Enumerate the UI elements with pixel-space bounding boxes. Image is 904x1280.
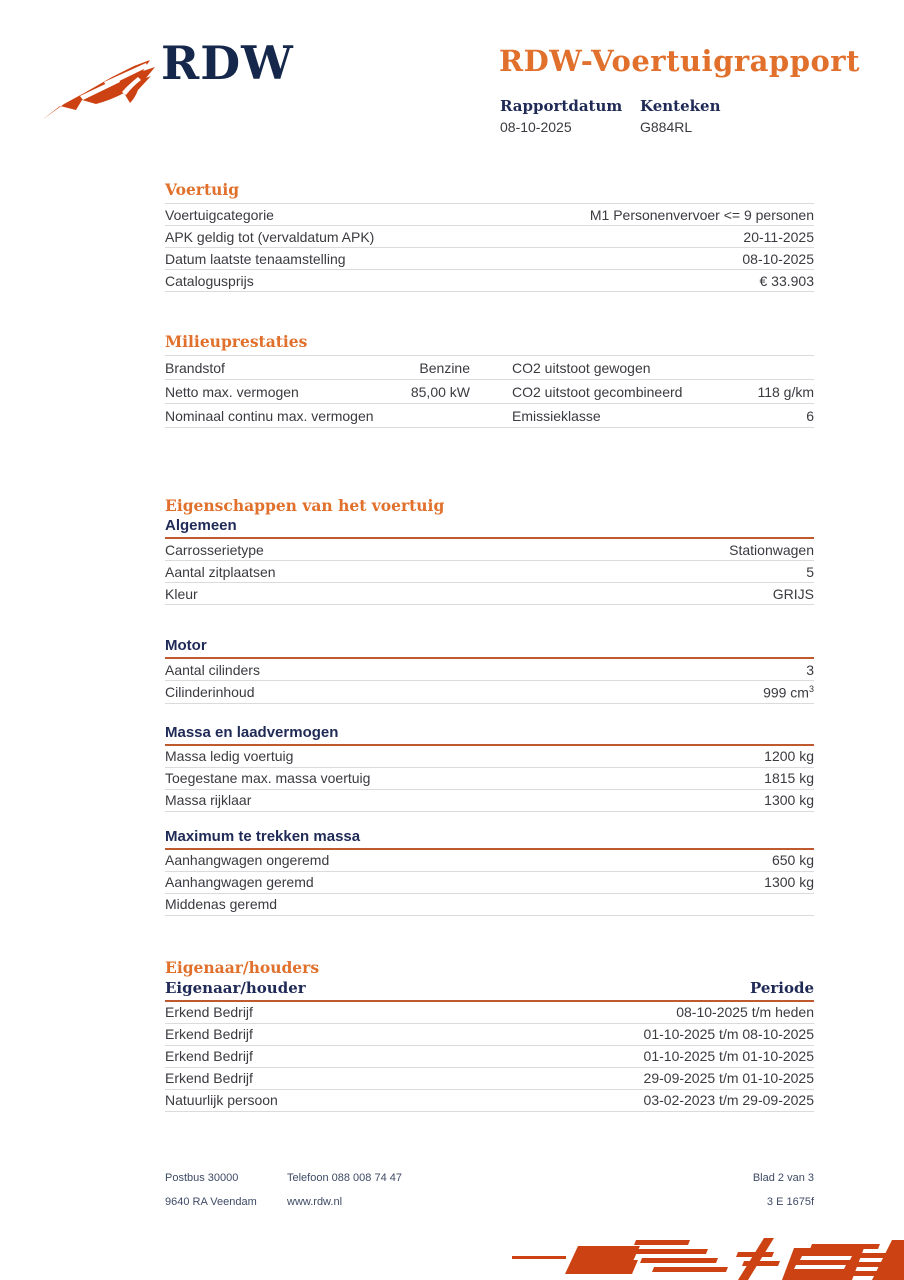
section-title-eigenaar-houders: Eigenaar/houders bbox=[165, 957, 320, 977]
row-label: Netto max. vermogen bbox=[165, 383, 299, 400]
table-row bbox=[165, 561, 814, 583]
owners-table-header bbox=[165, 979, 814, 1002]
page-title: RDW-Voertuigrapport bbox=[499, 44, 860, 78]
column-header-periode: Periode bbox=[749, 978, 814, 997]
table-row bbox=[165, 356, 814, 380]
row-value: 1300 kg bbox=[764, 874, 814, 891]
subsection-title-maximum-trekken: Maximum te trekken massa bbox=[165, 828, 814, 850]
kenteken-label: Kenteken bbox=[640, 97, 721, 115]
rdw-logo-swoosh-icon bbox=[34, 46, 168, 130]
footer-line-2 bbox=[165, 1196, 814, 1208]
table-row bbox=[165, 1002, 814, 1024]
row-label: Massa rijklaar bbox=[165, 792, 252, 809]
table-row bbox=[165, 1024, 814, 1046]
column-header-eigenaar: Eigenaar/houder bbox=[165, 978, 306, 997]
table-row bbox=[165, 583, 814, 605]
row-label: Emissieklasse bbox=[512, 407, 601, 424]
row-label: CO2 uitstoot gewogen bbox=[512, 359, 651, 376]
row-label: Aantal cilinders bbox=[165, 661, 260, 678]
table-row bbox=[165, 872, 814, 894]
row-value: 3 bbox=[806, 661, 814, 678]
table-row bbox=[165, 1090, 814, 1112]
section-eigenaar-houders bbox=[165, 958, 814, 1112]
footer-city: 9640 RA Veendam bbox=[165, 1196, 257, 1208]
row-label: Voertuigcategorie bbox=[165, 206, 274, 223]
table-row bbox=[165, 768, 814, 790]
subsection-title-massa: Massa en laadvermogen bbox=[165, 724, 814, 746]
row-label: Aantal zitplaatsen bbox=[165, 563, 276, 580]
row-value: 118 g/km bbox=[757, 383, 814, 400]
superscript: 3 bbox=[808, 683, 814, 694]
table-row bbox=[165, 746, 814, 768]
row-label: Cilinderinhoud bbox=[165, 684, 255, 701]
row-value: 5 bbox=[806, 563, 814, 580]
table-row bbox=[165, 539, 814, 561]
section-eigenschappen bbox=[165, 496, 814, 916]
row-label: Toegestane max. massa voertuig bbox=[165, 770, 371, 787]
kenteken-value: G884RL bbox=[640, 119, 693, 135]
subsection-title-motor: Motor bbox=[165, 637, 814, 659]
owner-period: 01-10-2025 t/m 01-10-2025 bbox=[643, 1048, 814, 1065]
table-row bbox=[165, 404, 814, 428]
rapportdatum-label: Rapportdatum bbox=[500, 97, 623, 115]
row-label: Brandstof bbox=[165, 359, 225, 376]
table-row bbox=[165, 248, 814, 270]
section-title-milieuprestaties: Milieuprestaties bbox=[165, 332, 814, 356]
table-row bbox=[165, 1046, 814, 1068]
table-row bbox=[165, 894, 814, 916]
row-value: 85,00 kW bbox=[410, 383, 470, 400]
rdw-logo-wordmark: RDW bbox=[161, 36, 294, 90]
row-value: 1200 kg bbox=[764, 748, 814, 765]
table-row bbox=[165, 380, 814, 404]
row-value: 20-11-2025 bbox=[743, 228, 814, 245]
owner-period: 01-10-2025 t/m 08-10-2025 bbox=[643, 1026, 814, 1043]
rapportdatum-value: 08-10-2025 bbox=[500, 119, 572, 135]
row-value: M1 Personenvervoer <= 9 personen bbox=[589, 206, 814, 223]
row-value: 999 $cm^3$ bbox=[763, 683, 814, 701]
subsection-title-algemeen: Algemeen bbox=[165, 517, 814, 539]
owner-period: 29-09-2025 t/m 01-10-2025 bbox=[643, 1070, 814, 1087]
footer-phone: Telefoon 088 008 74 47 bbox=[287, 1172, 402, 1184]
owner-name: Natuurlijk persoon bbox=[165, 1092, 278, 1109]
owner-period: 03-02-2023 t/m 29-09-2025 bbox=[643, 1092, 814, 1109]
owner-name: Erkend Bedrijf bbox=[165, 1004, 253, 1021]
footer-doc-code: 3 E 1675f bbox=[766, 1196, 814, 1208]
row-value: 08-10-2025 bbox=[742, 250, 814, 267]
row-label: Nominaal continu max. vermogen bbox=[165, 407, 374, 424]
row-label: Middenas geremd bbox=[165, 896, 278, 913]
row-label: CO2 uitstoot gecombineerd bbox=[512, 383, 683, 400]
footer-page-indicator: Blad 2 van 3 bbox=[752, 1172, 814, 1184]
section-voertuig bbox=[165, 180, 814, 292]
table-row bbox=[165, 681, 814, 704]
table-row bbox=[165, 850, 814, 872]
table-row bbox=[165, 204, 814, 226]
section-title-voertuig: Voertuig bbox=[165, 180, 814, 204]
table-row bbox=[165, 659, 814, 681]
footer-line-1 bbox=[165, 1172, 814, 1184]
report-body bbox=[165, 180, 814, 1112]
subsection-motor bbox=[165, 637, 814, 704]
row-label: Carrosserietype bbox=[165, 541, 264, 558]
row-value: Benzine bbox=[419, 359, 470, 376]
table-row bbox=[165, 270, 814, 292]
table-row bbox=[165, 226, 814, 248]
row-label: Datum laatste tenaamstelling bbox=[165, 250, 346, 267]
owner-name: Erkend Bedrijf bbox=[165, 1070, 253, 1087]
footer-postbus: Postbus 30000 bbox=[165, 1172, 239, 1184]
subsection-maximum-trekken bbox=[165, 828, 814, 916]
row-value: € 33.903 bbox=[759, 272, 814, 289]
owner-name: Erkend Bedrijf bbox=[165, 1048, 253, 1065]
row-value: 650 kg bbox=[771, 852, 814, 869]
subsection-algemeen bbox=[165, 517, 814, 605]
rdw-road-stripes-graphic bbox=[512, 1234, 904, 1280]
row-value: 1300 kg bbox=[764, 792, 814, 809]
row-label: Kleur bbox=[165, 585, 198, 602]
row-value: GRIJS bbox=[772, 585, 814, 602]
row-label: Massa ledig voertuig bbox=[165, 748, 294, 765]
owner-name: Erkend Bedrijf bbox=[165, 1026, 253, 1043]
row-value: 6 bbox=[806, 407, 814, 424]
section-title-eigenschappen: Eigenschappen van het voertuig bbox=[165, 496, 445, 515]
subsection-massa bbox=[165, 724, 814, 812]
table-row bbox=[165, 1068, 814, 1090]
row-value: 1815 kg bbox=[764, 770, 814, 787]
section-milieuprestaties bbox=[165, 332, 814, 428]
row-label: Catalogusprijs bbox=[165, 272, 254, 289]
row-label: APK geldig tot (vervaldatum APK) bbox=[165, 228, 375, 245]
footer-website: www.rdw.nl bbox=[287, 1196, 343, 1208]
row-label: Aanhangwagen geremd bbox=[165, 874, 314, 891]
row-value: Stationwagen bbox=[729, 541, 814, 558]
table-row bbox=[165, 790, 814, 812]
row-label: Aanhangwagen ongeremd bbox=[165, 852, 330, 869]
owner-period: 08-10-2025 t/m heden bbox=[676, 1004, 814, 1021]
